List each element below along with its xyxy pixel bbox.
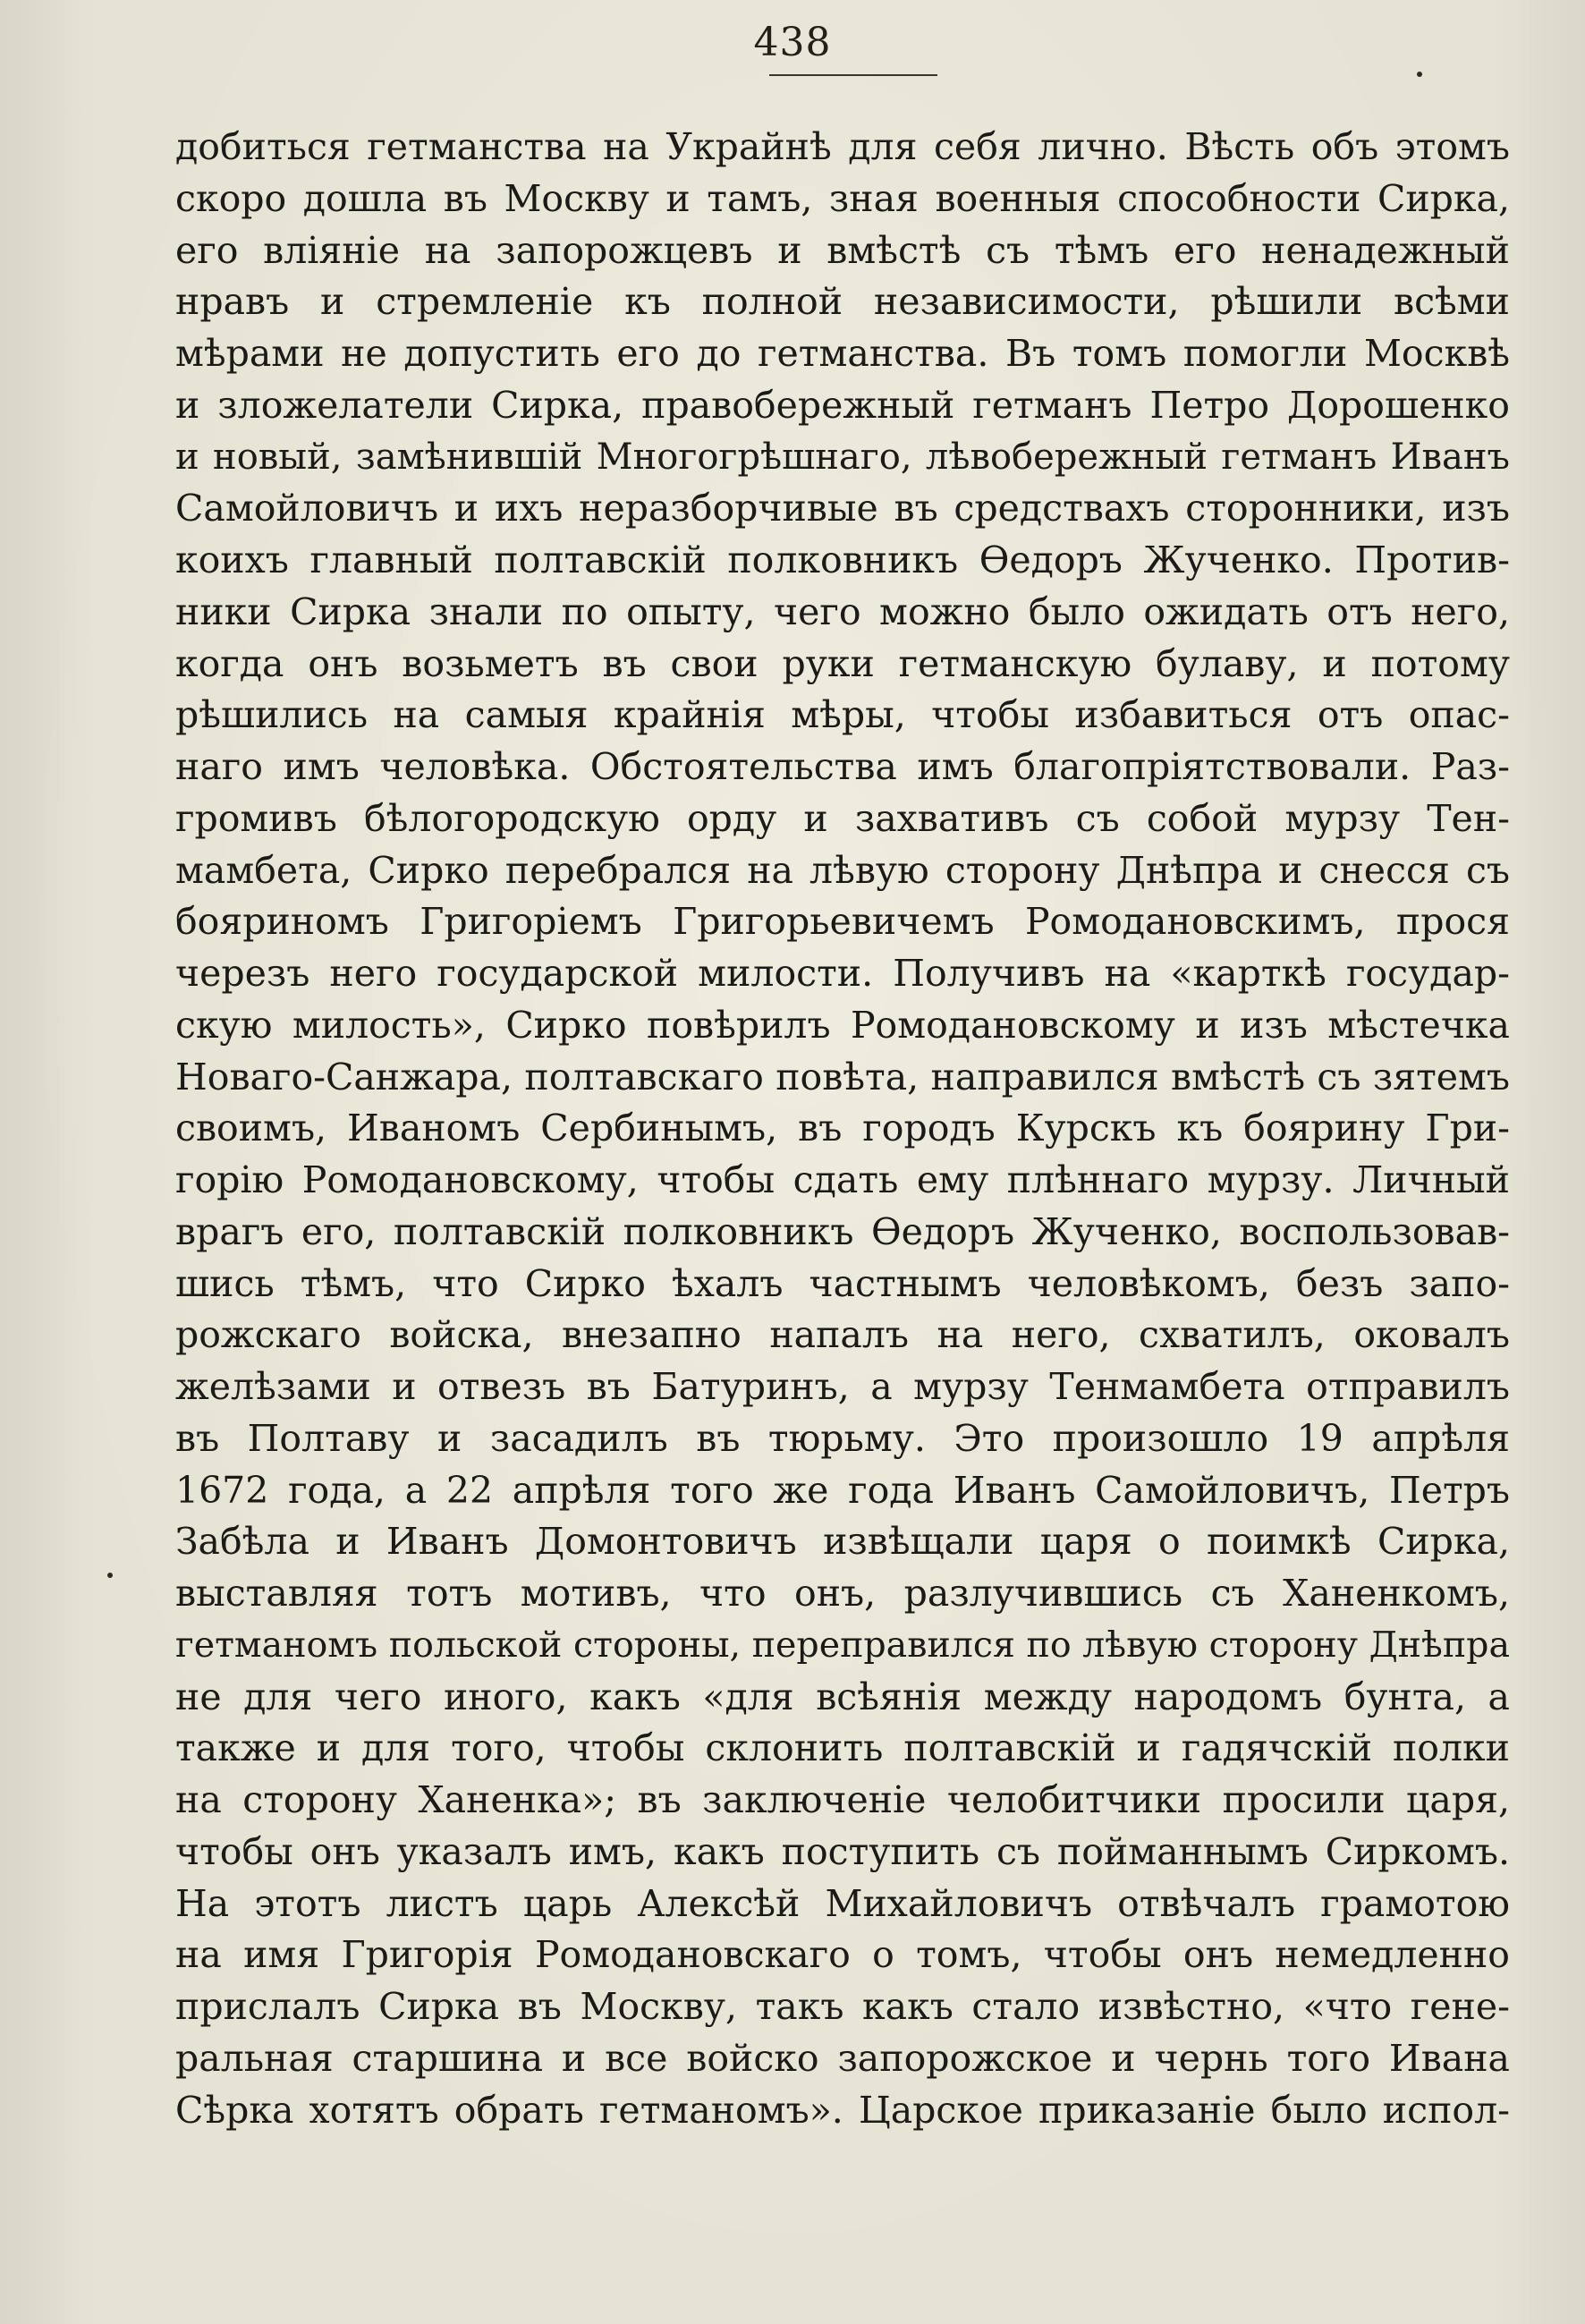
text-line: въ Полтаву и засадилъ въ тюрьму. Это произошло 19 апрѣля: [175, 1416, 1510, 1460]
text-line: громивъ бѣлогородскую орду и захвативъ съ собой мурзу Тен-: [175, 796, 1510, 840]
text-line: рожскаго войска, внезапно напалъ на него, схватилъ, оковалъ: [175, 1313, 1510, 1357]
text-line: наго имъ человѣка. Обстоятельства имъ благопріятствовали. Раз-: [175, 745, 1510, 788]
text-line: скую милость», Сирко повѣрилъ Ромодановскому и изъ мѣстечка: [175, 1003, 1510, 1047]
text-line: гетманомъ польской стороны, переправился по лѣвую сторону Днѣпра: [175, 1624, 1510, 1666]
text-line: желѣзами и отвезъ въ Батуринъ, а мурзу Тенмамбета отправилъ: [175, 1365, 1510, 1408]
text-line: коихъ главный полтавскій полковникъ Ѳедоръ Жученко. Против-: [175, 539, 1510, 581]
text-line: на сторону Ханенка»; въ заключеніе челобитчики просили царя,: [175, 1778, 1510, 1821]
text-line: На этотъ листъ царь Алексѣй Михайловичъ отвѣчалъ грамотою: [175, 1881, 1510, 1925]
text-line: черезъ него государской милости. Получивъ на «карткѣ государ-: [175, 952, 1510, 995]
text-line: ники Сирка знали по опыту, чего можно было ожидать отъ него,: [175, 589, 1510, 633]
header-rule: [769, 74, 937, 76]
body-text: [175, 122, 1510, 2136]
text-line: прислалъ Сирка въ Москву, такъ какъ стало извѣстно, «что гене-: [175, 1985, 1510, 2028]
text-line: также и для того, чтобы склонить полтавскій и гадячскій полки: [175, 1726, 1510, 1770]
text-line: нравъ и стремленіе къ полной независимости, рѣшили всѣми: [175, 280, 1510, 324]
text-line: его вліяніе на запорожцевъ и вмѣстѣ съ тѣмъ его ненадежный: [175, 228, 1510, 272]
text-line: и зложелатели Сирка, правобережный гетманъ Петро Дорошенко: [175, 383, 1510, 427]
text-line: чтобы онъ указалъ имъ, какъ поступить съ пойманнымъ Сиркомъ.: [175, 1829, 1510, 1873]
text-line: Новаго-Санжара, полтавскаго повѣта, направился вмѣстѣ съ зятемъ: [175, 1055, 1510, 1098]
text-line: когда онъ возьметъ въ свои руки гетманскую булаву, и потому: [175, 641, 1510, 685]
text-line: добиться гетманства на Украйнѣ для себя лично. Вѣсть объ этомъ: [175, 125, 1510, 168]
text-line: Забѣла и Иванъ Домонтовичъ извѣщали царя о поимкѣ Сирка,: [175, 1520, 1510, 1564]
text-line: выставляя тотъ мотивъ, что онъ, разлучившись съ Ханенкомъ,: [175, 1572, 1510, 1615]
text-line: горію Ромодановскому, чтобы сдать ему плѣннаго мурзу. Личный: [175, 1158, 1510, 1201]
text-line: врагъ его, полтавскій полковникъ Ѳедоръ Жученко, воспользовав-: [175, 1209, 1510, 1253]
text-line: и новый, замѣнившій Многогрѣшнаго, лѣвобережный гетманъ Иванъ: [175, 436, 1510, 478]
text-line: скоро дошла въ Москву и тамъ, зная военныя способности Сирка,: [175, 176, 1510, 220]
text-line: Самойловичъ и ихъ неразборчивые въ средствахъ сторонники, изъ: [175, 487, 1510, 530]
text-line: не для чего иного, какъ «для всѣянія между народомъ бунта, а: [175, 1675, 1510, 1718]
text-line: рѣшились на самыя крайнія мѣры, чтобы избавиться отъ опас-: [175, 693, 1510, 737]
text-line: своимъ, Иваномъ Сербинымъ, въ городъ Курскъ къ боярину Гри-: [175, 1107, 1510, 1150]
page-number: 438: [753, 20, 832, 65]
print-speck: [1417, 72, 1422, 77]
text-line: шись тѣмъ, что Сирко ѣхалъ частнымъ человѣкомъ, безъ запо-: [175, 1261, 1510, 1305]
text-line: 1672 года, а 22 апрѣля того же года Иванъ Самойловичъ, Петръ: [175, 1468, 1510, 1512]
print-speck: [107, 1573, 113, 1578]
text-line: Сѣрка хотятъ обрать гетманомъ». Царское приказаніе было испол-: [175, 2088, 1510, 2132]
text-line: мѣрами не допустить его до гетманства. Въ томъ помогли Москвѣ: [175, 332, 1510, 375]
text-line: на имя Григорія Ромодановскаго о томъ, чтобы онъ немедленно: [175, 1933, 1510, 1977]
text-line: мамбета, Сирко перебрался на лѣвую сторону Днѣпра и снесся съ: [175, 848, 1510, 892]
text-line: бояриномъ Григоріемъ Григорьевичемъ Ромодановскимъ, прося: [175, 900, 1510, 944]
text-line: ральная старшина и все войско запорожское и чернь того Ивана: [175, 2036, 1510, 2080]
